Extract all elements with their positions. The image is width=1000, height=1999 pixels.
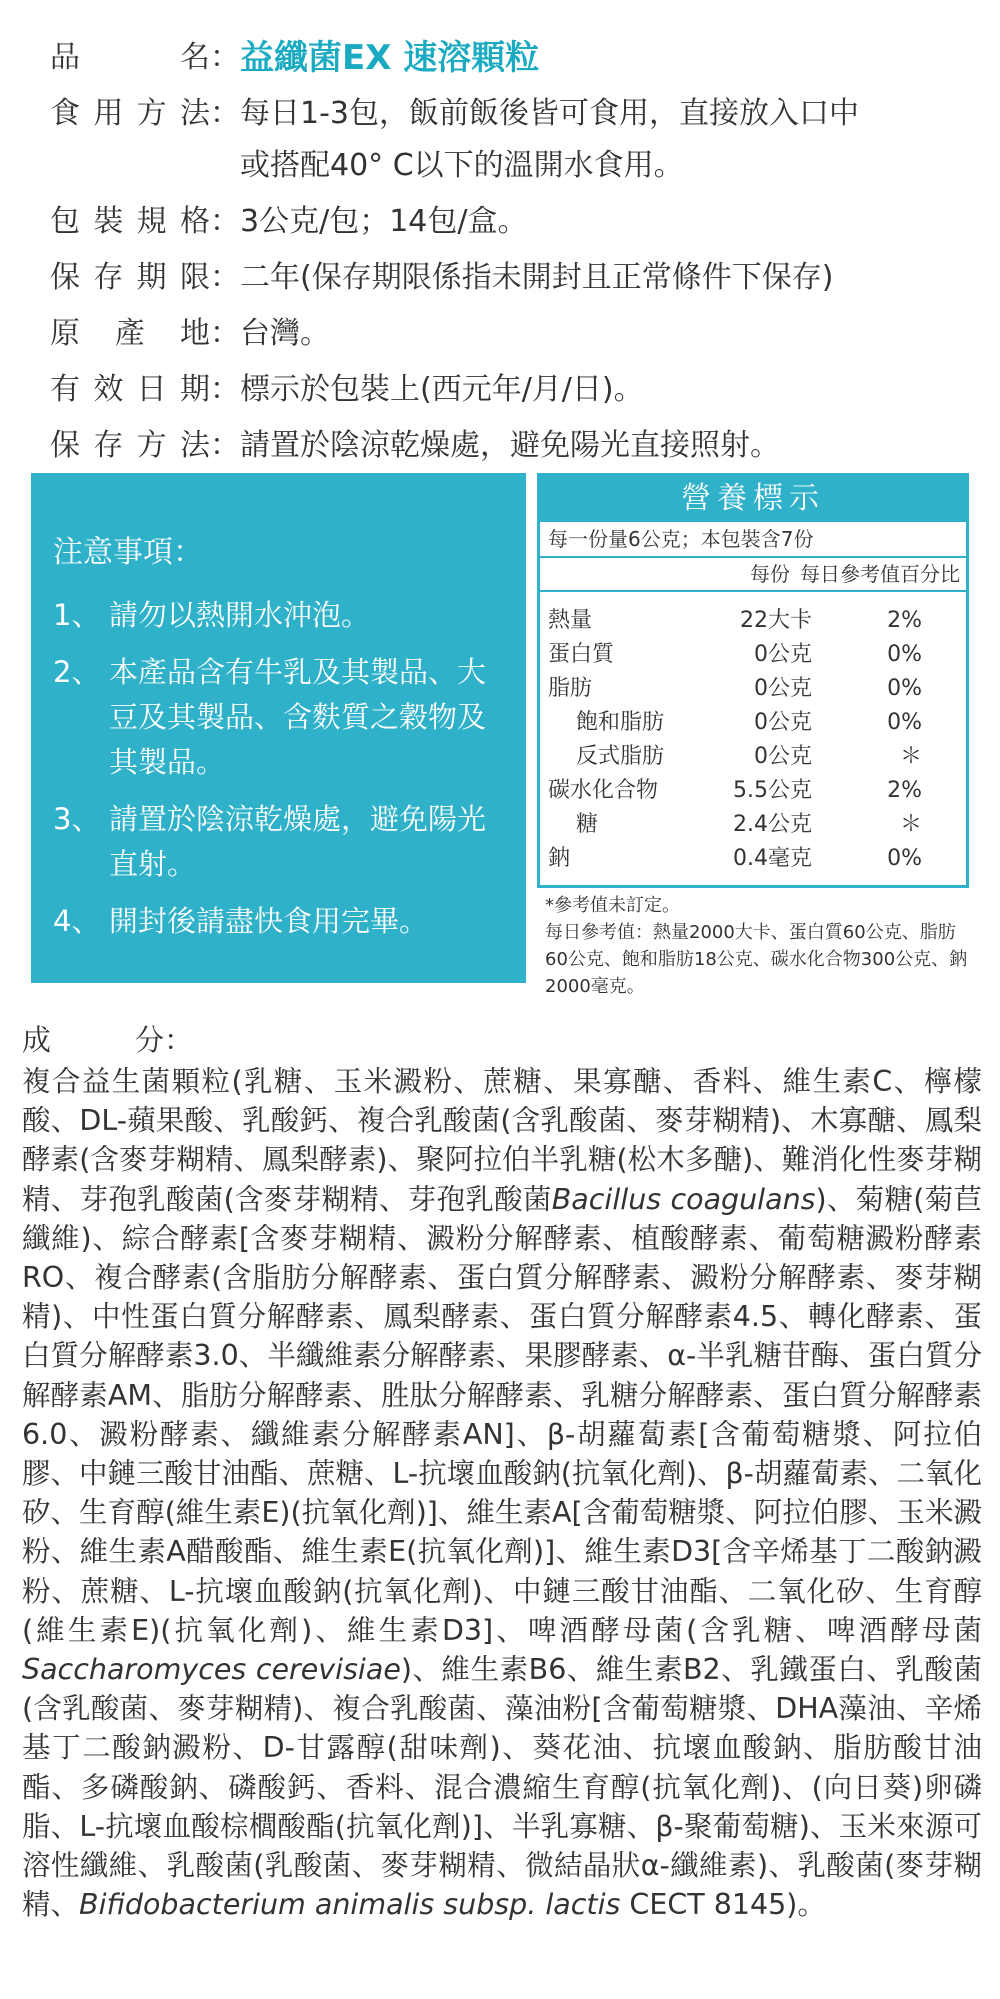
nutrition-row bbox=[540, 808, 966, 842]
notice-item-number: 3、 bbox=[53, 802, 101, 836]
nutrient-daily-percent: 0% bbox=[887, 642, 922, 667]
nutrient-name: 蛋白質 bbox=[548, 642, 615, 667]
product-name: 益纖菌EX 速溶顆粒 bbox=[240, 38, 540, 78]
info-value: 台灣。 bbox=[240, 316, 330, 351]
notice-item-text: 請置於陰涼乾燥處，避免陽光直射。 bbox=[109, 802, 487, 881]
nutrient-daily-percent: 0% bbox=[887, 710, 922, 735]
ingredients-part: 複合益生菌顆粒(乳糖、玉米澱粉、蔗糖、果寡醣、香料、維生素C、檸檬酸、DL-蘋果酸、乳酸鈣、複合乳酸菌(含乳酸菌、麥芽糊精)、木寡醣、鳳梨酵素(含麥芽糊精、鳳梨酵素)、聚阿拉伯半乳糖(松木多醣)、難消化性麥芽糊精、芽孢乳酸菌(含麥芽糊精、芽孢乳酸菌 bbox=[22, 1065, 982, 1216]
nutrition-footnote: *參考值未訂定。 bbox=[545, 895, 680, 916]
ingredients-part: CECT 8145)。 bbox=[620, 1888, 826, 1922]
notice-item bbox=[53, 650, 526, 785]
product-info bbox=[50, 30, 980, 474]
info-row-origin bbox=[50, 306, 980, 362]
nutrient-daily-percent: 0% bbox=[887, 846, 922, 871]
notice-item-text: 請勿以熱開水沖泡。 bbox=[109, 598, 371, 632]
nutrient-amount: 0公克 bbox=[754, 676, 812, 701]
ingredients-section bbox=[22, 1018, 982, 1924]
colon: ： bbox=[210, 204, 240, 239]
ingredients-text bbox=[22, 1062, 982, 1924]
colon: ： bbox=[210, 316, 240, 351]
nutrition-footnotes bbox=[545, 892, 975, 1000]
nutrition-row bbox=[540, 638, 966, 672]
nutrition-row bbox=[540, 672, 966, 706]
notice-title: 注意事項： bbox=[53, 535, 203, 570]
nutrient-amount: 0公克 bbox=[754, 744, 812, 769]
notice-item-text: 開封後請盡快食用完畢。 bbox=[109, 904, 429, 938]
nutrition-row bbox=[540, 842, 966, 876]
notice-item bbox=[53, 797, 526, 887]
column-daily-percent: 每日參考值百分比 bbox=[800, 562, 960, 586]
nutrition-row bbox=[540, 604, 966, 638]
species-name: Bacillus coagulans bbox=[551, 1182, 816, 1216]
colon: ： bbox=[210, 372, 240, 407]
nutrient-amount: 5.5公克 bbox=[733, 778, 812, 803]
info-row-shelf-life bbox=[50, 250, 980, 306]
notice-item-number: 1、 bbox=[53, 598, 101, 632]
notice-item-text: 本產品含有牛乳及其製品、大豆及其製品、含麩質之穀物及其製品。 bbox=[109, 655, 487, 779]
colon: ： bbox=[210, 260, 240, 295]
nutrient-name: 脂肪 bbox=[548, 676, 593, 701]
nutrient-name: 熱量 bbox=[548, 608, 593, 633]
notice-item-number: 4、 bbox=[53, 904, 101, 938]
info-label: 保存期限 bbox=[50, 260, 210, 295]
nutrition-row bbox=[540, 740, 966, 774]
nutrition-table bbox=[537, 473, 969, 888]
info-label: 有效日期 bbox=[50, 372, 210, 407]
notice-box bbox=[31, 473, 526, 983]
info-row-storage bbox=[50, 418, 980, 474]
notice-item bbox=[53, 593, 526, 638]
info-value: 3公克/包；14包/盒。 bbox=[240, 204, 528, 239]
nutrient-amount: 0公克 bbox=[754, 642, 812, 667]
info-row-usage bbox=[50, 86, 980, 142]
nutrition-column-headers bbox=[540, 558, 966, 592]
info-value: 標示於包裝上(西元年/月/日)。 bbox=[240, 372, 644, 407]
info-row-expiry bbox=[50, 362, 980, 418]
info-label: 品名 bbox=[50, 40, 210, 75]
nutrition-row bbox=[540, 774, 966, 808]
nutrient-daily-percent: 2% bbox=[887, 608, 922, 633]
column-per-serving: 每份 bbox=[750, 562, 790, 586]
nutrient-name: 碳水化合物 bbox=[548, 778, 659, 803]
info-value: 或搭配40° C以下的溫開水食用。 bbox=[240, 148, 684, 183]
nutrient-amount: 2.4公克 bbox=[733, 812, 812, 837]
nutrient-name: 糖 bbox=[576, 812, 599, 837]
nutrition-row bbox=[540, 706, 966, 740]
nutrition-footnote: 每日參考值：熱量2000大卡、蛋白質60公克、脂肪60公克、飽和脂肪18公克、碳水化合物300公克、鈉2000毫克。 bbox=[545, 922, 968, 997]
nutrient-name: 反式脂肪 bbox=[576, 744, 665, 769]
ingredients-part: )、維生素B6、維生素B2、乳鐵蛋白、乳酸菌(含乳酸菌、麥芽糊精)、複合乳酸菌、藻油粉[含葡萄糖漿、DHA藻油、辛烯基丁二酸鈉澱粉、D-甘露醇(甜味劑)、葵花油、抗壞血酸鈉、脂肪酸甘油酯、多磷酸鈉、磷酸鈣、香料、混合濃縮生育醇(抗氧化劑)、(向日葵)卵磷脂、L-抗壞血酸棕櫚酸酯(抗氧化劑)]、半乳寡糖、β-聚葡萄糖)、玉米來源可溶性纖維、乳酸菌(乳酸菌、麥芽糊精、微結晶狀α-纖維素)、乳酸菌(麥芽糊精、 bbox=[22, 1653, 982, 1922]
ingredients-label-a: 成 bbox=[22, 1023, 52, 1057]
nutrient-daily-percent: ＊ bbox=[899, 812, 922, 837]
info-value: 請置於陰涼乾燥處，避免陽光直接照射。 bbox=[240, 428, 780, 463]
nutrition-serving: 每一份量6公克；本包裝含7份 bbox=[540, 522, 966, 558]
colon: ： bbox=[210, 40, 240, 75]
nutrient-name: 鈉 bbox=[548, 846, 571, 871]
notice-item-number: 2、 bbox=[53, 655, 101, 689]
nutrition-title: 營養標示 bbox=[540, 476, 966, 522]
info-value: 每日1-3包，飯前飯後皆可食用，直接放入口中 bbox=[240, 96, 859, 131]
info-label: 包裝規格 bbox=[50, 204, 210, 239]
ingredients-part: )、菊糖(菊苣纖維)、綜合酵素[含麥芽糊精、澱粉分解酵素、植酸酵素、葡萄糖澱粉酵素RO、複合酵素(含脂肪分解酵素、蛋白質分解酵素、澱粉分解酵素、麥芽糊精)、中性蛋白質分解酵素、鳳梨酵素、蛋白質分解酵素4.5、轉化酵素、蛋白質分解酵素3.0、半纖維素分解酵素、果膠酵素、α-半乳糖苷酶、蛋白質分解酵素AM、脂肪分解酵素、胜肽分解酵素、乳糖分解酵素、蛋白質分解酵素6.0、澱粉酵素、纖維素分解酵素AN]、β-胡蘿蔔素[含葡萄糖漿、阿拉伯膠、中鏈三酸甘油酯、蔗糖、L-抗壞血酸鈉(抗氧化劑)、β-胡蘿蔔素、二氧化矽、生育醇(維生素E)(抗氧化劑)]、維生素A[含葡萄糖漿、阿拉伯膠、玉米澱粉、維生素A醋酸酯、維生素E(抗氧化劑)]、維生素D3[含辛烯基丁二酸鈉澱粉、蔗糖、L-抗壞血酸鈉(抗氧化劑)、中鏈三酸甘油酯、二氧化矽、生育醇(維生素E)(抗氧化劑)、維生素D3]、啤酒酵母菌(含乳糖、啤酒酵母菌 bbox=[22, 1182, 982, 1647]
nutrient-daily-percent: 0% bbox=[887, 676, 922, 701]
nutrient-amount: 22大卡 bbox=[740, 608, 812, 633]
info-row-package bbox=[50, 194, 980, 250]
info-row-name bbox=[50, 30, 980, 86]
nutrient-name: 飽和脂肪 bbox=[576, 710, 665, 735]
species-name: Bifidobacterium animalis subsp. lactis bbox=[79, 1888, 621, 1922]
info-value: 二年(保存期限係指未開封且正常條件下保存) bbox=[240, 260, 834, 295]
nutrient-daily-percent: ＊ bbox=[899, 744, 922, 769]
colon: ： bbox=[210, 96, 240, 131]
nutrient-daily-percent: 2% bbox=[887, 778, 922, 803]
notice-item bbox=[53, 899, 526, 944]
ingredients-label-b: 分： bbox=[135, 1023, 194, 1057]
info-label: 原產地 bbox=[50, 316, 210, 351]
nutrition-rows bbox=[540, 592, 966, 876]
nutrient-amount: 0公克 bbox=[754, 710, 812, 735]
info-label: 食用方法 bbox=[50, 96, 210, 131]
colon: ： bbox=[210, 428, 240, 463]
ingredients-label bbox=[22, 1018, 982, 1062]
nutrient-amount: 0.4毫克 bbox=[733, 846, 812, 871]
info-label: 保存方法 bbox=[50, 428, 210, 463]
info-row-usage-cont bbox=[50, 138, 980, 194]
species-name: Saccharomyces cerevisiae bbox=[22, 1653, 401, 1687]
